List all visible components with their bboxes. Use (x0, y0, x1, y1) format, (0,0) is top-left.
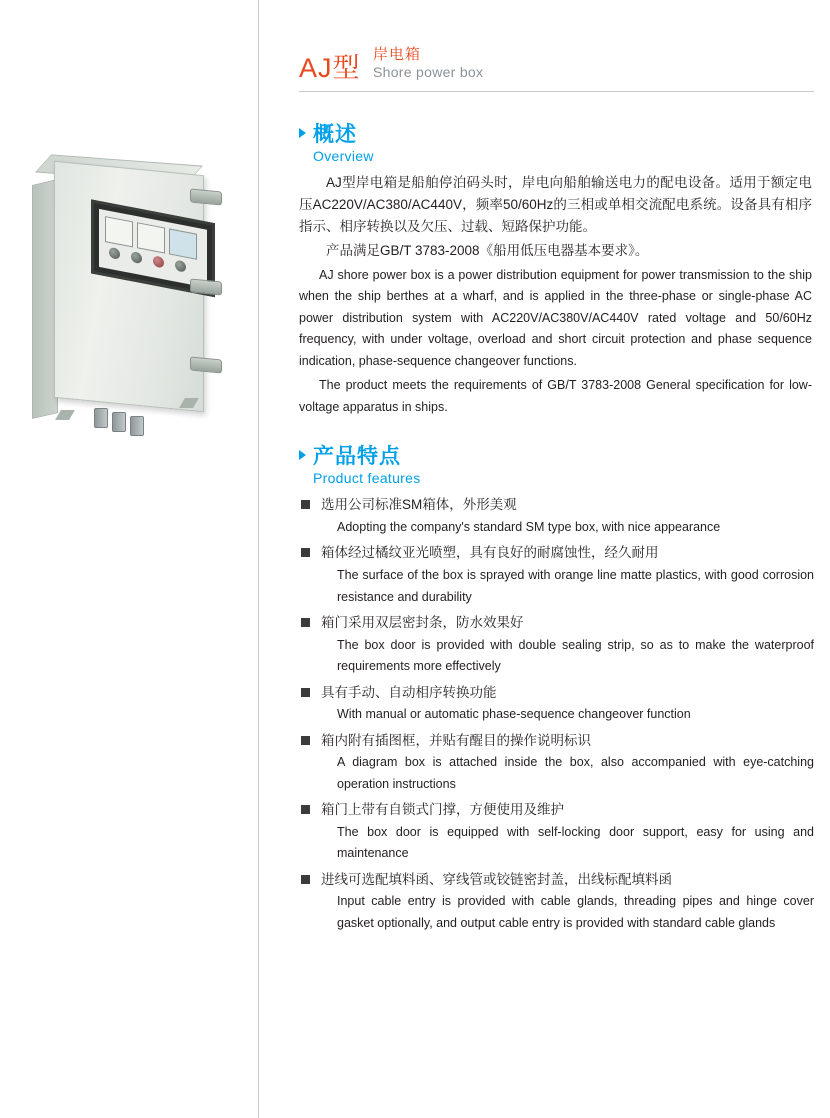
overview-heading-en: Overview (313, 148, 374, 165)
square-bullet-icon (301, 875, 310, 884)
page-title (279, 46, 814, 96)
features-heading-cn: 产品特点 (313, 445, 401, 469)
shore-power-box-illustration (32, 162, 207, 412)
feature-text-cn: 箱门采用双层密封条，防水效果好 (321, 615, 524, 630)
meter-icon (169, 228, 197, 259)
feature-text-cn: 箱内附有插图框，并贴有醒目的操作说明标识 (321, 732, 591, 748)
feature-text-en: With manual or automatic phase-sequence changeover function (337, 707, 691, 722)
list-item (299, 799, 814, 865)
knob-icon (131, 251, 142, 264)
product-name-en: Shore power box (372, 64, 484, 81)
cable-gland-icon (94, 408, 108, 428)
features-heading (299, 444, 814, 486)
section-product-features (279, 444, 814, 934)
feature-text-cn: 选用公司标准SM箱体，外形美观 (321, 497, 517, 513)
meter-icon (105, 216, 133, 247)
feature-text-cn: 箱体经过橘纹亚光喷塑，具有良好的耐腐蚀性，经久耐用 (321, 545, 659, 561)
door-latch-icon (190, 278, 222, 295)
indicator-lamp-icon (153, 255, 164, 268)
list-item (299, 542, 814, 608)
square-bullet-icon (301, 688, 310, 697)
feature-text-cn: 进线可选配填料函、穿线管或铰链密封盖，出线标配填料函 (321, 871, 672, 887)
list-item (299, 494, 814, 538)
product-name-group (373, 46, 483, 83)
list-item (299, 730, 814, 796)
feature-text-en: The box door is provided with double sealing strip, so as to make the waterproof requirements more effectively (337, 637, 814, 674)
knob-icon (109, 247, 120, 260)
list-item (299, 612, 814, 678)
box-front-panel (54, 161, 204, 412)
features-heading-en: Product features (313, 470, 421, 487)
square-bullet-icon (301, 548, 310, 557)
door-latch-icon (190, 356, 222, 373)
overview-paragraph-en: AJ shore power box is a power distribution equipment for power transmission to the ship when the ship berthes at a wharf, and is applied in the three-phase or single-phase AC power distribution system with AC220V/AC380V/AC440V rated voltage and 50/60Hz frequency, with under voltage, overload and short circuit protection and phase sequence indication, phase-sequence changeover functions. (299, 267, 812, 368)
square-bullet-icon (301, 618, 310, 627)
meter-icon (137, 222, 165, 253)
door-latch-icon (190, 188, 222, 205)
feature-text-cn: 箱门上带有自锁式门撑，方便使用及维护 (321, 802, 564, 818)
right-column (259, 0, 830, 1118)
left-column (0, 0, 258, 1118)
cable-gland-icon (130, 416, 144, 436)
control-panel-face (99, 209, 207, 288)
cable-gland-icon (112, 412, 126, 432)
product-photo (18, 150, 240, 425)
square-bullet-icon (301, 500, 310, 509)
overview-heading (299, 122, 814, 164)
feature-text-en: The surface of the box is sprayed with orange line matte plastics, with good corrosion resistance and durability (337, 568, 814, 604)
feature-text-en: The box door is equipped with self-locking door support, easy for using and maintenance (337, 824, 814, 861)
product-name-cn: 岸电箱 (372, 46, 421, 63)
section-overview (279, 122, 814, 418)
feature-text-en: A diagram box is attached inside the box, also accompanied with eye-catching operation instructions (337, 755, 814, 791)
square-bullet-icon (301, 736, 310, 745)
list-item (299, 869, 814, 935)
triangle-right-icon (299, 450, 306, 460)
list-item (299, 682, 814, 726)
overview-heading-cn: 概述 (313, 123, 357, 146)
triangle-right-icon (299, 128, 306, 138)
feature-text-en: Input cable entry is provided with cable glands, threading pipes and hinge cover gasket optionally, and output cable entry is provided with standard cable glands (337, 894, 814, 930)
product-model: AJ型 (299, 52, 361, 83)
feature-text-en: Adopting the company's standard SM type box, with nice appearance (337, 519, 721, 534)
overview-paragraph-cn: 产品满足GB/T 3783-2008《船用低压电器基本要求》。 (326, 242, 649, 258)
box-foot (55, 410, 75, 420)
overview-body (299, 172, 814, 418)
features-list (299, 494, 814, 934)
feature-text-cn: 具有手动、自动相序转换功能 (321, 684, 497, 700)
overview-paragraph-en: The product meets the requirements of GB/T 3783-2008 General specification for low-voltage apparatus in ships. (299, 378, 812, 414)
square-bullet-icon (301, 805, 310, 814)
knob-icon (175, 260, 186, 273)
title-divider (299, 91, 814, 92)
overview-paragraph-cn: AJ型岸电箱是船舶停泊码头时，岸电向船舶输送电力的配电设备。适用于额定电压AC220V/AC380/AC440V，频率50/60Hz的三相或单相交流配电系统。设备具有相序指示、相序转换以及欠压、过载、短路保护功能。 (299, 175, 812, 234)
